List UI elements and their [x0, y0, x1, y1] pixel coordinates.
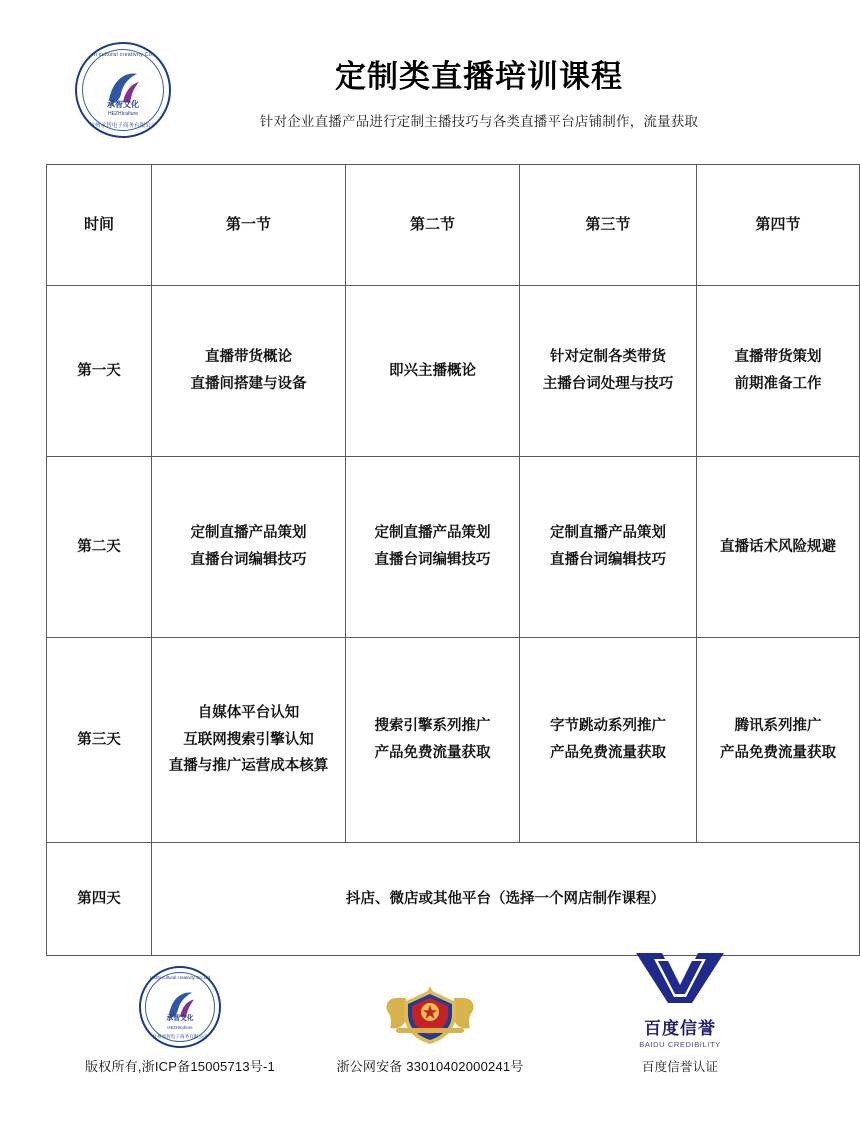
- cell-line: 腾讯系列推广: [734, 718, 822, 735]
- cell-line: 直播间搭建与设备: [190, 376, 307, 392]
- seal-center-text: 承智文化: [166, 1015, 194, 1023]
- baidu-title-en: BAIDU CREDIBILITY: [639, 1040, 721, 1049]
- seal-outer-text: Hezhi cultural creativity Co.,Ltd: [82, 52, 164, 58]
- seal-center-text: 承智文化: [107, 100, 139, 109]
- baidu-title: 百度信誉: [644, 1019, 716, 1038]
- cell-line: 主播台词处理与技巧: [542, 376, 674, 392]
- cell-line: 直播话术风险规避: [720, 538, 836, 555]
- cell-line: 直播与推广运营成本核算: [168, 758, 329, 775]
- schedule-table-wrap: [46, 164, 836, 956]
- table-row: [47, 286, 860, 457]
- row-label-day-2: 第二天: [47, 457, 152, 638]
- cell-line: 产品免费流量获取: [720, 745, 836, 761]
- cell-day1-session1: [152, 286, 346, 457]
- table-header-row: [47, 165, 860, 286]
- column-header-time: 时间: [47, 165, 152, 286]
- cell-day3-session3: [520, 638, 697, 843]
- baidu-credibility-icon: [620, 949, 740, 1049]
- cell-day1-session2: [346, 286, 520, 457]
- row-label-day-4: 第四天: [47, 843, 152, 956]
- cell-line: 针对定制各类带货: [550, 349, 666, 366]
- schedule-table: [46, 164, 860, 956]
- logo-container: [58, 42, 188, 138]
- cell-day3-session4: [697, 638, 860, 843]
- company-seal-icon: [139, 966, 221, 1048]
- cell-line: 互联网搜索引擎认知: [183, 731, 314, 748]
- cell-day4-full: 抖店、微店或其他平台（选择一个网店制作课程）: [152, 843, 860, 956]
- cell-day2-session1: [152, 457, 346, 638]
- cell-day2-session4: [697, 457, 860, 638]
- cell-line: 产品免费流量获取: [550, 745, 666, 761]
- cell-line: 字节跳动系列推广: [550, 718, 666, 735]
- page-subtitle: 针对企业直播产品进行定制主播技巧与各类直播平台店铺制作，流量获取: [259, 113, 699, 129]
- row-label-day-3: 第三天: [47, 638, 152, 843]
- cell-day1-session3: [520, 286, 697, 457]
- row-label-day-1: 第一天: [47, 286, 152, 457]
- footer-badges: [0, 949, 860, 1075]
- cell-line: 定制直播产品策划: [190, 525, 307, 542]
- title-block: [188, 51, 860, 130]
- page-footer: [0, 949, 860, 1099]
- column-header-session-3: 第三节: [520, 165, 697, 286]
- column-header-session-1: 第一节: [152, 165, 346, 286]
- cell-day1-session4: [697, 286, 860, 457]
- cell-line: 直播台词编辑技巧: [190, 552, 307, 568]
- seal-center-sub: HEZHIculture: [167, 1024, 193, 1030]
- table-row: [47, 843, 860, 956]
- seal-outer-text: Hezhi cultural creativity Co.,Ltd: [149, 975, 211, 980]
- baidu-v-mark-icon: [632, 949, 728, 1007]
- cell-day2-session2: [346, 457, 520, 638]
- cell-day3-session1: [152, 638, 346, 843]
- seal-center-sub: HEZHIculture: [107, 111, 138, 117]
- cell-line: 搜索引擎系列推广: [374, 718, 491, 735]
- column-header-session-2: 第二节: [346, 165, 520, 286]
- seal-bottom-text: 杭州承智电子商务有限公司: [152, 1034, 208, 1040]
- page-header: [0, 0, 860, 148]
- cell-line: 直播台词编辑技巧: [550, 552, 666, 568]
- baidu-certification-text: 百度信誉认证: [641, 1060, 719, 1074]
- cell-day2-session3: [520, 457, 697, 638]
- column-header-session-4: 第四节: [697, 165, 860, 286]
- footer-badge-police[interactable]: [305, 972, 555, 1075]
- page-title: 定制类直播培训课程: [335, 58, 623, 94]
- cell-line: 直播带货概论: [205, 349, 292, 366]
- company-seal-icon: [75, 42, 171, 138]
- cell-day3-session2: [346, 638, 520, 843]
- footer-badge-baidu[interactable]: [555, 949, 805, 1075]
- cell-line: 前期准备工作: [734, 376, 822, 392]
- cell-line: 定制直播产品策划: [374, 525, 491, 542]
- footer-badge-icp[interactable]: [55, 966, 305, 1075]
- police-record-text: 浙公网安备 33010402000241号: [336, 1059, 524, 1074]
- table-row: [47, 457, 860, 638]
- cell-line: 产品免费流量获取: [374, 745, 491, 761]
- cell-line: 自媒体平台认知: [197, 704, 300, 721]
- seal-bottom-text: 杭州承智电子商务有限公司: [89, 122, 157, 129]
- police-emblem-icon: [382, 972, 478, 1048]
- cell-line: 直播带货策划: [734, 349, 822, 366]
- cell-line: 定制直播产品策划: [550, 525, 666, 542]
- table-row: [47, 638, 860, 843]
- icp-license-text: 版权所有,浙ICP备15005713号-1: [85, 1059, 275, 1074]
- cell-line: 直播台词编辑技巧: [374, 552, 491, 568]
- cell-line: 即兴主播概论: [389, 362, 476, 379]
